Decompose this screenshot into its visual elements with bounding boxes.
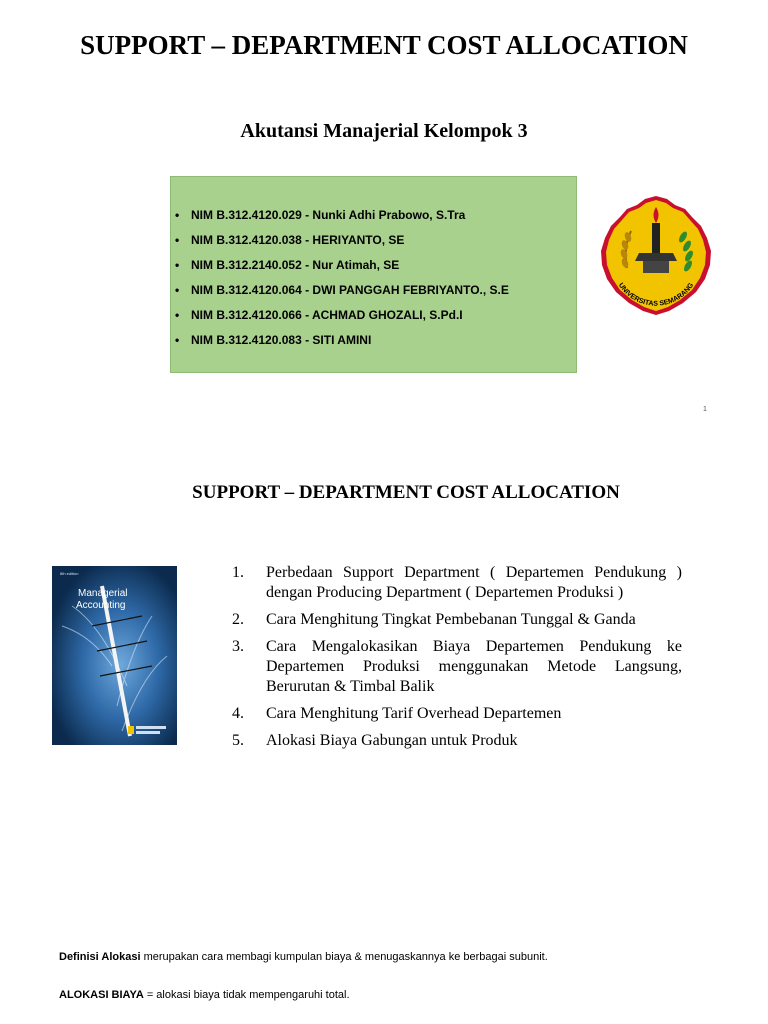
- slide1-title: SUPPORT – DEPARTMENT COST ALLOCATION: [80, 30, 688, 60]
- member-text: NIM B.312.4120.083 - SITI AMINI: [191, 333, 372, 347]
- topic-number: 2.: [232, 611, 244, 628]
- topic-item: [232, 563, 682, 603]
- alokasi-line: [59, 989, 350, 1001]
- definition-label: Definisi Alokasi: [59, 951, 141, 963]
- topic-number: 4.: [232, 705, 244, 722]
- member-text: NIM B.312.4120.038 - HERIYANTO, SE: [191, 233, 405, 247]
- topic-item: [232, 731, 682, 751]
- member-item: [175, 280, 576, 305]
- topic-number: 1.: [232, 564, 244, 581]
- topic-text: Cara Menghitung Tingkat Pembebanan Tunggal & Ganda: [266, 611, 636, 628]
- topic-item: [232, 610, 682, 630]
- topic-number: 5.: [232, 732, 244, 749]
- page-number: 1: [703, 406, 707, 413]
- logo-text: UNIVERSITAS SEMARANG: [616, 281, 696, 308]
- book-cover-image: [52, 566, 177, 745]
- definition-line: [59, 951, 548, 963]
- member-item: [175, 255, 576, 280]
- topic-text: Alokasi Biaya Gabungan untuk Produk: [266, 732, 518, 749]
- topic-text: Cara Menghitung Tarif Overhead Departemen: [266, 705, 562, 722]
- member-list-box: [170, 176, 577, 373]
- topic-item: [232, 704, 682, 724]
- book-cover-art: [52, 566, 177, 745]
- topic-text: Perbedaan Support Department ( Departemen Pendukung ) dengan Producing Department ( Departemen Produksi ): [266, 564, 682, 601]
- topic-number: 3.: [232, 638, 244, 655]
- member-text: NIM B.312.4120.066 - ACHMAD GHOZALI, S.Pd.I: [191, 308, 463, 322]
- member-item: [175, 205, 576, 230]
- member-item: [175, 230, 576, 255]
- member-text: NIM B.312.2140.052 - Nur Atimah, SE: [191, 258, 400, 272]
- book-title-line2: Accounting: [76, 600, 126, 611]
- member-item: [175, 330, 576, 355]
- topic-list: [232, 563, 682, 758]
- slide1-subtitle: Akutansi Manajerial Kelompok 3: [240, 120, 528, 142]
- definition-text: merupakan cara membagi kumpulan biaya & menugaskannya ke berbagai subunit.: [140, 951, 548, 963]
- member-item: [175, 305, 576, 330]
- slide2-title: SUPPORT – DEPARTMENT COST ALLOCATION: [192, 482, 620, 503]
- alokasi-text: = alokasi biaya tidak mempengaruhi total.: [143, 989, 350, 1001]
- topic-text: Cara Mengalokasikan Biaya Departemen Pendukung ke Departemen Produksi menggunakan Metode Langsung, Berurutan & Timbal Balik: [266, 638, 682, 695]
- book-title-line1: Managerial: [78, 588, 128, 599]
- bullet: •: [175, 308, 180, 322]
- topic-item: [232, 637, 682, 697]
- bullet: •: [175, 333, 180, 347]
- member-text: NIM B.312.4120.064 - DWI PANGGAH FEBRIYANTO., S.E: [191, 283, 509, 297]
- bullet: •: [175, 283, 180, 297]
- bullet: •: [175, 208, 180, 222]
- book-edition: 8th edition: [60, 571, 79, 576]
- member-text: NIM B.312.4120.029 - Nunki Adhi Prabowo, S.Tra: [191, 208, 466, 222]
- university-logo: [597, 193, 715, 318]
- alokasi-label: ALOKASI BIAYA: [59, 989, 144, 1001]
- bullet: •: [175, 233, 180, 247]
- bullet: •: [175, 258, 180, 272]
- member-list: [175, 205, 576, 355]
